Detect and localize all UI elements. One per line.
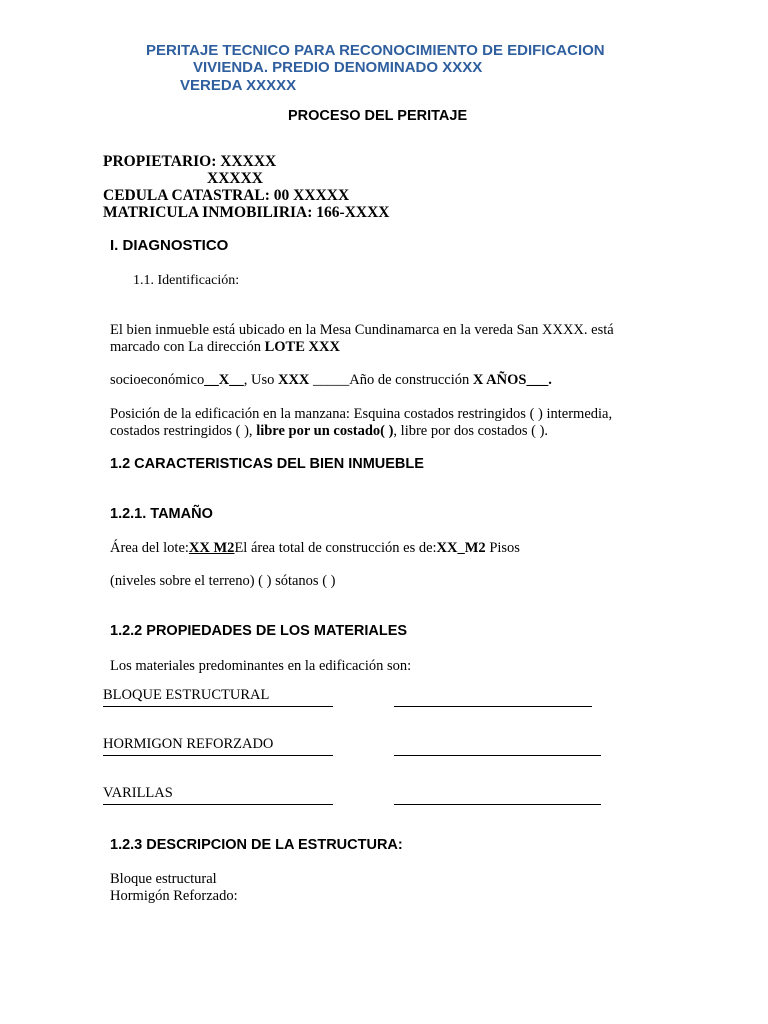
identificacion-subheading: 1.1. Identificación: bbox=[133, 273, 240, 288]
uso-value: XXX bbox=[277, 372, 310, 388]
structure-item-1: Bloque estructural bbox=[110, 871, 217, 887]
structure-item-2: Hormigón Reforzado: bbox=[110, 888, 238, 904]
doc-title-line-3: VEREDA XXXXX bbox=[180, 77, 297, 94]
materials-heading: 1.2.2 PROPIEDADES DE LOS MATERIALES bbox=[110, 623, 408, 639]
process-title: PROCESO DEL PERITAJE bbox=[288, 108, 468, 124]
position-text-a: costados restringidos ( ), bbox=[110, 423, 257, 439]
lot-area-value: XX M2 bbox=[188, 540, 235, 556]
location-paragraph-line-2 bbox=[110, 339, 340, 356]
year-value: X AÑOS bbox=[472, 372, 527, 388]
material-1-label: BLOQUE ESTRUCTURAL bbox=[103, 687, 270, 703]
socio-value: __X__ bbox=[204, 372, 244, 388]
owner-label: PROPIETARIO: XXXXX bbox=[103, 153, 277, 170]
location-text: marcado con La dirección bbox=[110, 339, 265, 355]
built-area-label: El área total de construcción es de: bbox=[234, 540, 437, 556]
lot-area-label: Área del lote: bbox=[110, 540, 189, 556]
socioeconomic-line bbox=[110, 372, 552, 389]
levels-line: (niveles sobre el terreno) ( ) sótanos ( ) bbox=[110, 573, 336, 589]
year-label: _____Año de construcción bbox=[309, 372, 473, 388]
socio-label: socioeconómico bbox=[110, 372, 205, 388]
position-text-b: libre por un costado( ) bbox=[256, 423, 394, 439]
size-heading: 1.2.1. TAMAÑO bbox=[110, 506, 213, 522]
position-line-1: Posición de la edificación en la manzana: Esquina costados restringidos ( ) intermedia, bbox=[110, 406, 613, 422]
material-2-underline bbox=[103, 755, 333, 756]
materials-intro: Los materiales predominantes en la edificación son: bbox=[110, 658, 412, 674]
location-paragraph-line-1: El bien inmueble está ubicado en la Mesa Cundinamarca en la vereda San XXXX. está bbox=[110, 322, 614, 338]
position-line-2 bbox=[110, 423, 548, 440]
material-2-blank bbox=[394, 755, 601, 756]
uso-label: , Uso bbox=[243, 372, 278, 388]
built-area-value: XX_M2 bbox=[436, 540, 486, 556]
structure-heading: 1.2.3 DESCRIPCION DE LA ESTRUCTURA: bbox=[110, 837, 403, 853]
year-blank: ___ bbox=[526, 372, 549, 388]
section-diagnostico-heading: I. DIAGNOSTICO bbox=[110, 237, 229, 254]
floors-label: Pisos bbox=[485, 540, 520, 556]
characteristics-heading: 1.2 CARACTERISTICAS DEL BIEN INMUEBLE bbox=[110, 456, 424, 472]
doc-title-line-1: PERITAJE TECNICO PARA RECONOCIMIENTO DE EDIFICACION bbox=[146, 42, 605, 59]
lot-area-line bbox=[110, 540, 520, 557]
address-value: LOTE XXX bbox=[264, 339, 340, 355]
material-1-blank bbox=[394, 706, 592, 707]
material-3-blank bbox=[394, 804, 601, 805]
material-3-label: VARILLAS bbox=[103, 785, 173, 801]
cadastral-id: CEDULA CATASTRAL: 00 XXXXX bbox=[103, 187, 350, 204]
doc-title-line-2: VIVIENDA. PREDIO DENOMINADO XXXX bbox=[193, 59, 483, 76]
position-text-c: , libre por dos costados ( ). bbox=[393, 423, 549, 439]
owner-label-cont: XXXXX bbox=[207, 170, 263, 187]
material-3-underline bbox=[103, 804, 333, 805]
material-2-label: HORMIGON REFORZADO bbox=[103, 736, 274, 752]
material-1-underline bbox=[103, 706, 333, 707]
registration-number: MATRICULA INMOBILIRIA: 166-XXXX bbox=[103, 204, 390, 221]
period: . bbox=[548, 372, 552, 388]
